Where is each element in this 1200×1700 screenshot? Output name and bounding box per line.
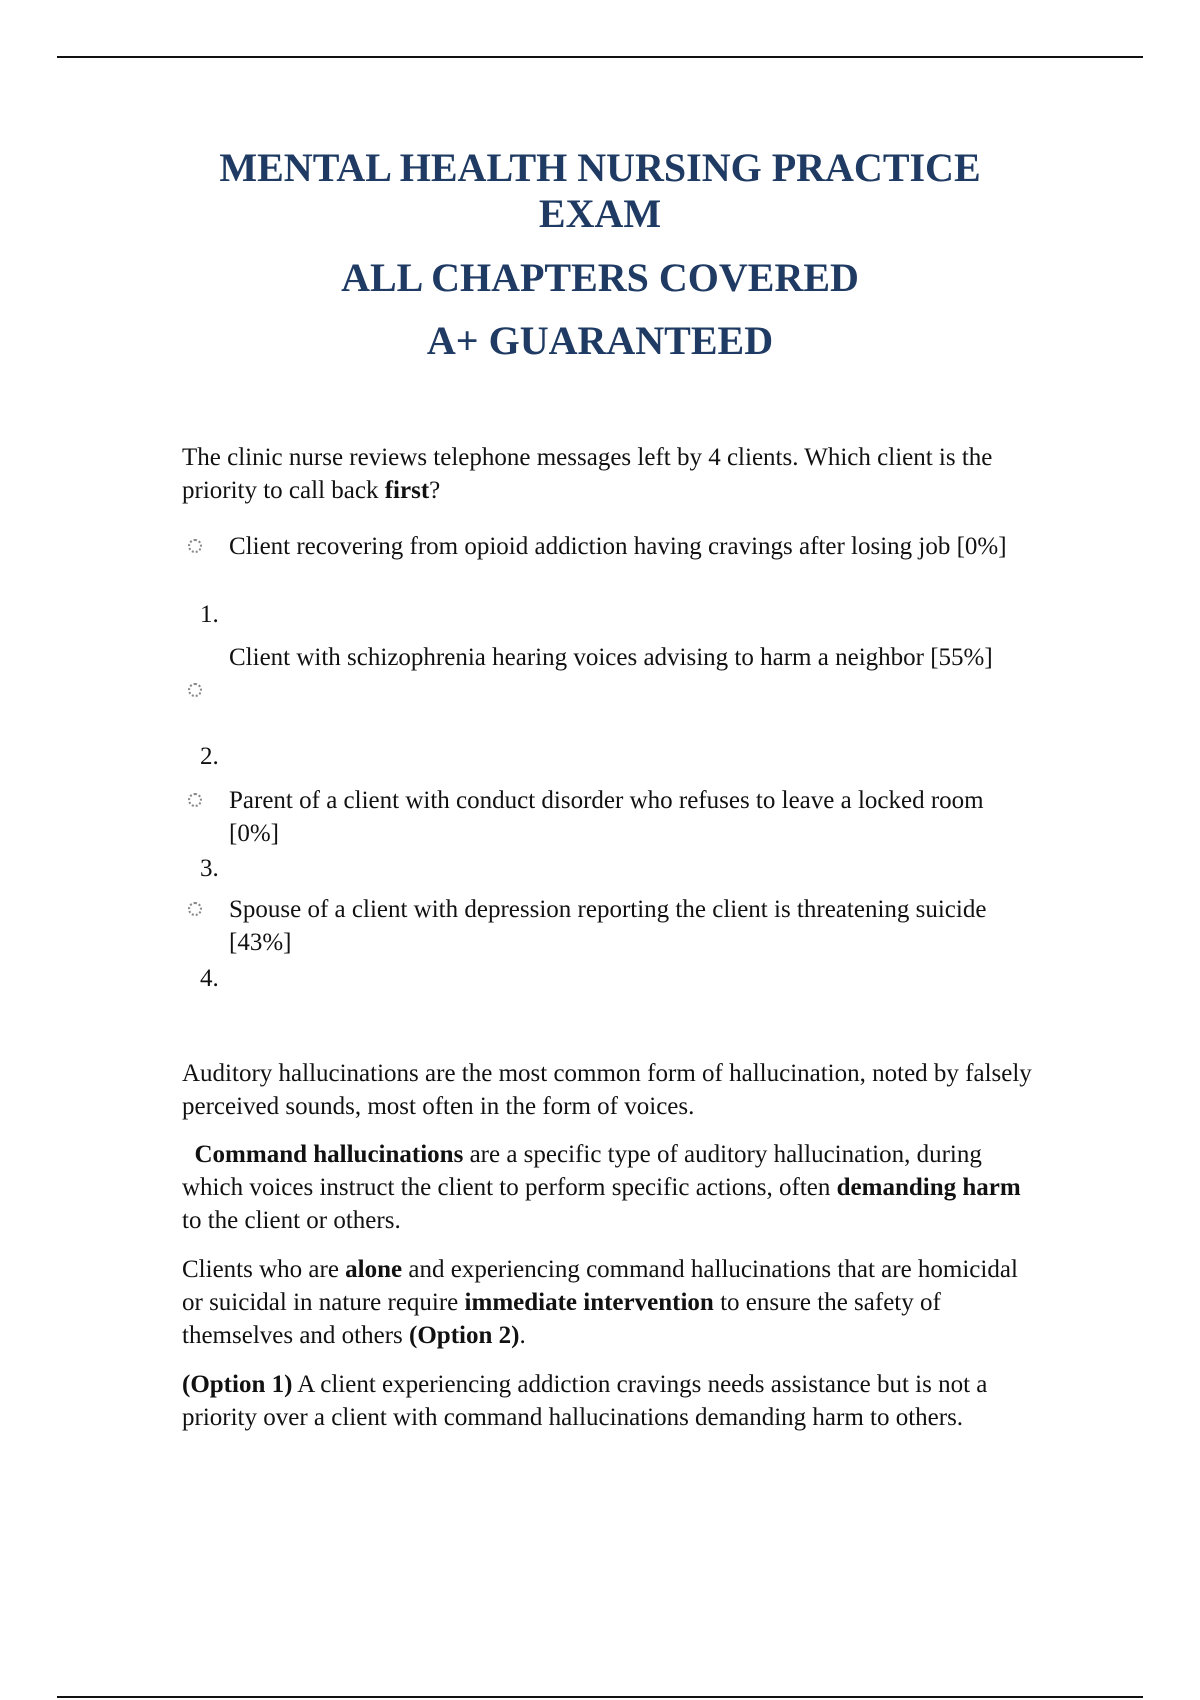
answer-option-4[interactable]: Spouse of a client with depression reporting the client is threatening suicide [43%] xyxy=(182,893,1042,959)
title-line-2: EXAM xyxy=(538,191,662,236)
answer-option-1[interactable]: Client recovering from opioid addiction having cravings after losing job [0%] xyxy=(182,530,1042,590)
document-title xyxy=(0,145,1200,237)
explanation-paragraph-1: Auditory hallucinations are the most common form of hallucination, noted by falsely perceived sounds, most often in the form of voices. xyxy=(182,1060,1032,1120)
radio-icon[interactable] xyxy=(188,683,202,697)
title-line-1: MENTAL HEALTH NURSING PRACTICE xyxy=(219,145,981,190)
answer-option-3[interactable]: Parent of a client with conduct disorder who refuses to leave a locked room [0%] xyxy=(182,784,1042,850)
answer-option-2[interactable]: Client with schizophrenia hearing voices advising to harm a neighbor [55%] xyxy=(182,641,1042,707)
bottom-rule xyxy=(57,1696,1143,1698)
question-stem: The clinic nurse reviews telephone messages left by 4 clients. Which client is the priority to call back first? xyxy=(182,444,993,504)
explanation-paragraph-3: Clients who are alone and experiencing command hallucinations that are homicidal or suicidal in nature require immediate intervention to ensure the safety of themselves and others (Option 2). xyxy=(182,1256,1018,1349)
top-rule xyxy=(57,56,1143,58)
radio-icon[interactable] xyxy=(188,902,202,916)
subtitle-guarantee: A+ GUARANTEED xyxy=(426,318,774,363)
explanation-paragraph-2: Command hallucinations are a specific type of auditory hallucination, during which voices instruct the client to perform specific actions, often demanding harm to the client or others. xyxy=(182,1141,1021,1234)
question-emphasis: first xyxy=(384,477,430,504)
explanation-paragraph-4: (Option 1) A client experiencing addiction cravings needs assistance but is not a priority over a client with command hallucinations demanding harm to others. xyxy=(182,1371,988,1431)
radio-icon[interactable] xyxy=(188,539,202,553)
radio-icon[interactable] xyxy=(188,793,202,807)
subtitle-chapters: ALL CHAPTERS COVERED xyxy=(341,255,859,300)
